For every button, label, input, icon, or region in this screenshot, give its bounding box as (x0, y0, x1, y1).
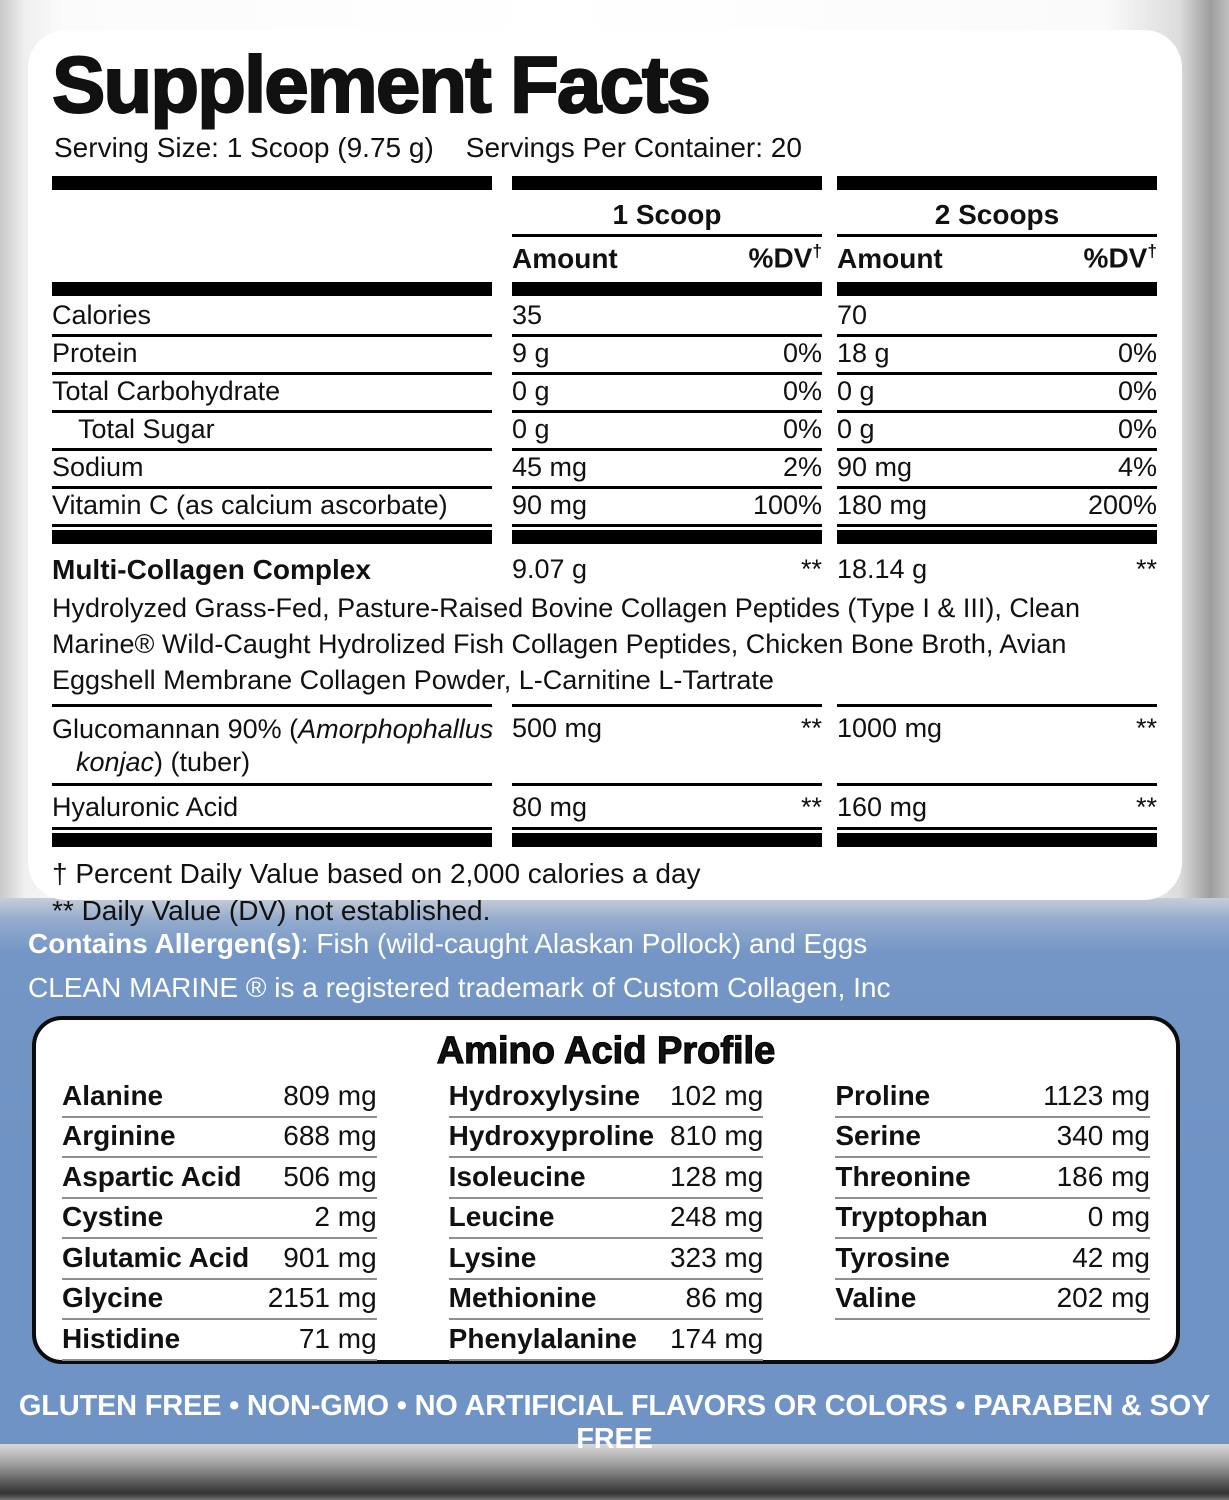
divider-bar (52, 176, 1158, 190)
glucomannan-row (52, 713, 1158, 786)
nutrient-name: Protein (52, 337, 492, 375)
scoop1-subheaders (512, 237, 822, 279)
amount-2scoops: 70 (837, 299, 868, 330)
scoop2-subheaders (837, 237, 1157, 279)
amino-row (449, 1320, 764, 1361)
footnote-daily-value: † Percent Daily Value based on 2,000 calories a day (52, 857, 701, 889)
divider-line-segment (837, 704, 1157, 707)
glucomannan-name-part: ) (tuber) (154, 746, 251, 777)
amino-name: Threonine (835, 1160, 971, 1192)
divider-line-segment (512, 704, 822, 707)
amino-row (835, 1280, 1150, 1321)
amino-row (449, 1280, 764, 1321)
amino-name: Hydroxylysine (448, 1079, 641, 1111)
amino-name: Alanine (62, 1079, 164, 1111)
amino-value: 901 mg (283, 1241, 377, 1273)
amino-name: Proline (835, 1079, 931, 1111)
nutrient-name: Calories (52, 299, 492, 337)
glucomannan-name-italic: Amorphophallus (298, 713, 494, 744)
nutrient-name: Total Sugar (52, 413, 492, 451)
nutrient-row-total-carbohydrate (52, 375, 1158, 413)
amino-value: 340 mg (1056, 1120, 1151, 1151)
amino-row (449, 1077, 764, 1118)
amount-2scoops: 0 g (837, 413, 875, 444)
multi-collagen-complex-ingredients: Hydrolyzed Grass-Fed, Pasture-Raised Bovine Collagen Peptides (Type I & III), Clean Marine® Wild-Caught Hydrolized Fish Collagen Peptides, Chicken Bone Broth, Avian Eggshell Membrane Collagen Powder, L-Carnitine L-Tartrate (52, 592, 1080, 695)
servings-per-container: Servings Per Container: 20 (465, 131, 802, 163)
amount-2scoops: 1000 mg (837, 712, 943, 743)
amino-row (62, 1280, 377, 1321)
amino-value: 102 mg (669, 1079, 764, 1111)
trademark-line: CLEAN MARINE ® is a registered trademark of Custom Collagen, Inc (28, 972, 891, 1003)
dv-2scoops: 0% (1117, 375, 1157, 406)
amino-name: Glycine (62, 1282, 164, 1313)
divider-line (52, 704, 1158, 707)
glucomannan-name-part: Glucomannan 90% ( (52, 713, 299, 744)
divider-bar (52, 282, 1158, 296)
amino-name: Hydroxyproline (448, 1120, 655, 1151)
nutrient-name: Sodium (52, 451, 492, 489)
amino-column-1 (62, 1077, 377, 1361)
amino-columns (62, 1077, 1150, 1361)
divider-line-segment (52, 704, 492, 707)
amino-value: 2 mg (314, 1201, 377, 1232)
amino-row (835, 1239, 1150, 1280)
divider-bar-segment (512, 530, 822, 544)
amino-row (835, 1158, 1150, 1199)
footnotes (52, 855, 1158, 929)
dv-2scoops: ** (1135, 553, 1157, 584)
multi-collagen-complex-row (52, 554, 1158, 586)
amino-row (62, 1239, 377, 1280)
amino-value: 1123 mg (1043, 1079, 1151, 1111)
serving-info (54, 132, 1158, 164)
amino-value: 809 mg (283, 1079, 377, 1111)
supplement-facts-panel (28, 30, 1182, 926)
amount-dv-header-row (52, 237, 1158, 279)
nutrient-name: Total Carbohydrate (52, 375, 492, 413)
amount-1scoop: 0 g (512, 413, 550, 444)
scoop2-header: 2 Scoops (934, 198, 1060, 230)
amino-value: 248 mg (669, 1201, 764, 1232)
scoop1-header: 1 Scoop (612, 198, 722, 230)
supplement-facts-title: Supplement Facts (52, 40, 710, 129)
amount-2scoops: 0 g (837, 375, 875, 406)
dv-1scoop: 0% (782, 337, 822, 368)
nutrient-name (52, 713, 492, 786)
amino-row (835, 1077, 1150, 1118)
amino-acid-title: Amino Acid Profile (436, 1030, 776, 1072)
amino-value: 186 mg (1056, 1160, 1151, 1192)
glucomannan-name-italic: konjac (76, 746, 155, 777)
amino-name: Serine (835, 1120, 921, 1151)
divider-bar-segment (837, 833, 1157, 847)
dv-1scoop: ** (800, 553, 822, 584)
amino-name: Glutamic Acid (62, 1241, 250, 1273)
dv-2scoops: 4% (1117, 451, 1157, 482)
amount-1scoop: 0 g (512, 375, 550, 406)
nutrient-name: Vitamin C (as calcium ascorbate) (52, 489, 492, 527)
dv-1scoop: 0% (782, 375, 822, 406)
dv-2scoops: 0% (1117, 337, 1157, 368)
nutrient-row-calories (52, 299, 1158, 337)
amino-row (62, 1158, 377, 1199)
amino-value: 174 mg (669, 1322, 764, 1354)
dv-label-text: %DV (748, 242, 813, 274)
nutrient-row-sodium (52, 451, 1158, 489)
amino-name: Histidine (62, 1322, 181, 1354)
divider-bar-segment (837, 282, 1157, 296)
amino-row (62, 1118, 377, 1159)
amount-1scoop: 9 g (512, 337, 550, 368)
amino-value: 86 mg (685, 1282, 764, 1313)
amount-header: Amount (512, 242, 618, 274)
amino-row (835, 1118, 1150, 1159)
amount-1scoop: 9.07 g (512, 553, 588, 584)
allergen-line (28, 922, 891, 966)
nutrient-row-protein (52, 337, 1158, 375)
hyaluronic-acid-row (52, 788, 1158, 830)
divider-bar-segment (52, 176, 492, 190)
product-claims: GLUTEN FREE • NON-GMO • NO ARTIFICIAL FLAVORS OR COLORS • PARABEN & SOY FREE (18, 1390, 1211, 1455)
amount-2scoops: 160 mg (837, 791, 928, 822)
amino-name: Cystine (62, 1201, 164, 1232)
amino-name: Methionine (448, 1282, 597, 1313)
amino-value: 42 mg (1072, 1241, 1151, 1273)
dv-1scoop: ** (800, 791, 822, 822)
amino-value: 810 mg (669, 1120, 764, 1151)
amino-value: 71 mg (298, 1322, 377, 1354)
amount-2scoops: 90 mg (837, 451, 913, 482)
allergen-text: : Fish (wild-caught Alaskan Pollock) and Eggs (300, 928, 868, 959)
amino-row (62, 1077, 377, 1118)
divider-bar-segment (52, 282, 492, 296)
dv-1scoop: 100% (752, 489, 822, 520)
allergen-label: Contains Allergen(s) (28, 928, 301, 959)
dv-dagger: † (812, 241, 822, 262)
divider-bar-segment (52, 530, 492, 544)
scoop-header-row (52, 193, 1158, 237)
dv-header (749, 241, 822, 274)
amino-value: 506 mg (283, 1160, 377, 1192)
serving-size: Serving Size: 1 Scoop (9.75 g) (54, 131, 434, 163)
divider-bar-segment (512, 176, 822, 190)
amino-name: Lysine (448, 1241, 537, 1273)
amino-name: Tyrosine (835, 1241, 950, 1273)
divider-bar-segment (837, 530, 1157, 544)
glucomannan-name-line1 (52, 713, 492, 746)
dv-dagger: † (1147, 241, 1157, 262)
scoop1-header-cell (512, 193, 822, 237)
dv-2scoops: 200% (1087, 489, 1157, 520)
spacer (52, 237, 492, 279)
dv-2scoops: 0% (1117, 413, 1157, 444)
amount-1scoop: 45 mg (512, 451, 588, 482)
dv-2scoops: ** (1135, 791, 1157, 822)
dv-1scoop: ** (800, 712, 822, 743)
dv-2scoops: ** (1135, 712, 1157, 743)
amino-name: Aspartic Acid (62, 1160, 242, 1192)
nutrient-name: Hyaluronic Acid (52, 788, 492, 830)
amino-name: Leucine (448, 1201, 555, 1232)
amino-row (449, 1199, 764, 1240)
amino-value: 688 mg (283, 1120, 377, 1151)
amount-1scoop: 80 mg (512, 791, 588, 822)
amount-1scoop: 35 (512, 299, 543, 330)
spacer (52, 193, 492, 237)
amino-name: Tryptophan (835, 1201, 988, 1232)
divider-bar (52, 833, 1158, 847)
amino-row (835, 1199, 1150, 1240)
nutrient-row-total-sugar (52, 413, 1158, 451)
amino-row (449, 1239, 764, 1280)
dv-1scoop: 2% (782, 451, 822, 482)
dv-header (1084, 241, 1157, 274)
amino-value: 2151 mg (267, 1282, 377, 1313)
amino-column-3 (835, 1077, 1150, 1361)
amino-value: 128 mg (669, 1160, 764, 1192)
amino-acid-panel (32, 1016, 1180, 1364)
divider-bar-segment (512, 833, 822, 847)
footnote-dv-not-established: ** Daily Value (DV) not established. (52, 894, 491, 926)
amount-header: Amount (837, 242, 943, 274)
nutrient-name: Multi-Collagen Complex (52, 553, 371, 585)
dv-label-text: %DV (1083, 242, 1148, 274)
amino-row (449, 1158, 764, 1199)
divider-bar-segment (512, 282, 822, 296)
amount-1scoop: 90 mg (512, 489, 588, 520)
amount-2scoops: 18 g (837, 337, 890, 368)
nutrient-row-vitamin-c (52, 489, 1158, 527)
amino-row (449, 1118, 764, 1159)
divider-bar-segment (837, 176, 1157, 190)
amount-2scoops: 18.14 g (837, 553, 928, 584)
glucomannan-name-line2 (52, 746, 492, 779)
amino-value: 323 mg (669, 1241, 764, 1273)
amino-row (62, 1199, 377, 1240)
amino-name: Isoleucine (448, 1160, 586, 1192)
amino-row (62, 1320, 377, 1361)
dv-1scoop: 0% (782, 413, 822, 444)
amino-name: Valine (835, 1282, 917, 1313)
amino-column-2 (449, 1077, 764, 1361)
amino-value: 0 mg (1087, 1201, 1151, 1232)
allergen-section (28, 922, 891, 1010)
amino-value: 202 mg (1056, 1282, 1151, 1313)
amount-1scoop: 500 mg (512, 712, 603, 743)
amino-name: Arginine (62, 1120, 176, 1151)
amino-name: Phenylalanine (448, 1322, 637, 1354)
scoop2-header-cell (837, 193, 1157, 237)
amount-2scoops: 180 mg (837, 489, 928, 520)
divider-bar-segment (52, 833, 492, 847)
divider-bar (52, 530, 1158, 544)
